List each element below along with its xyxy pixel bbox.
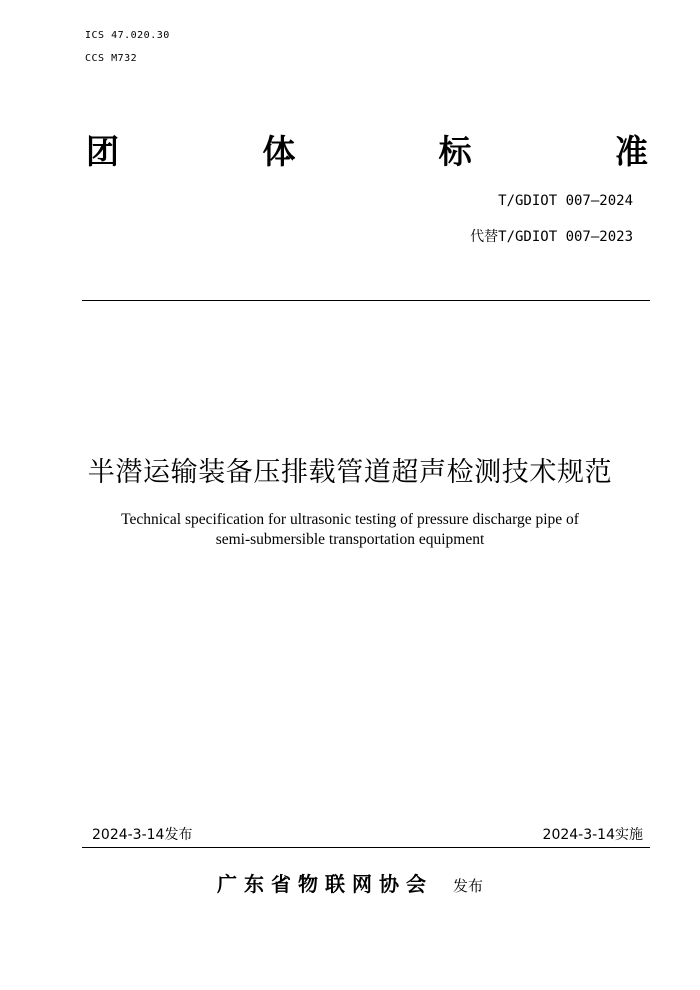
standard-type-char: 团 <box>86 132 119 171</box>
standard-code: T/GDIOT 007—2024 <box>498 193 633 209</box>
document-title-en-line1: Technical specification for ultrasonic testing of pressure discharge pipe of <box>121 511 579 528</box>
document-title-en <box>60 510 640 550</box>
publisher-line <box>0 868 700 897</box>
document-title-en-line2: semi-submersible transportation equipment <box>215 531 485 548</box>
publisher-issued-label: 发布 <box>452 877 483 895</box>
standard-type-char: 标 <box>438 132 472 171</box>
ccs-code: CCS M732 <box>85 53 138 64</box>
standard-type-heading <box>86 130 648 174</box>
standard-type-char: 准 <box>614 132 648 171</box>
top-divider <box>82 300 650 301</box>
document-title-zh: 半潜运输装备压排载管道超声检测技术规范 <box>87 457 613 488</box>
publication-date: 2024-3-14发布 <box>92 827 193 843</box>
implementation-date: 2024-3-14实施 <box>542 827 643 843</box>
replaces-code: 代替T/GDIOT 007—2023 <box>470 229 633 245</box>
bottom-divider <box>82 847 650 848</box>
standard-type-char: 体 <box>262 132 296 171</box>
ics-code: ICS 47.020.30 <box>85 30 170 41</box>
publisher-organization: 广东省物联网协会 <box>216 872 433 896</box>
